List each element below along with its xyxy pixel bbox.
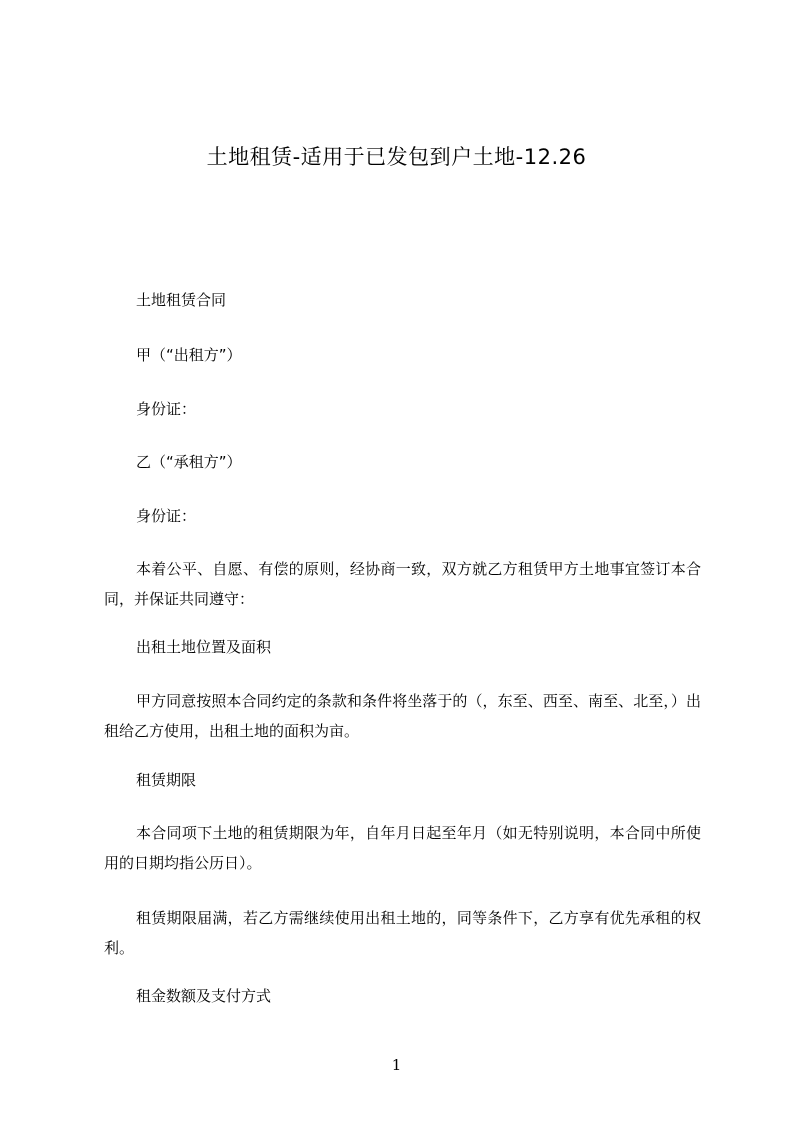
section-heading-rent-payment: 租金数额及支付方式 [136, 987, 272, 1005]
page-number: 1 [391, 1056, 402, 1074]
renewal-paragraph: 租赁期限届满，若乙方需继续使用出租土地的，同等条件下，乙方享有优先承租的权利。 [104, 909, 701, 957]
section-heading-location-area: 出租土地位置及面积 [136, 638, 272, 656]
party-a-line: 甲（“出租方”） [136, 346, 242, 364]
location-area-paragraph: 甲方同意按照本合同约定的条款和条件将坐落于的（，东至、西至、南至、北至，）出租给乙方使用，出租土地的面积为亩。 [104, 692, 701, 740]
lease-term-paragraph: 本合同项下土地的租赁期限为年，自年月日起至年月（如无特别说明，本合同中所使用的日期均指公历日）。 [104, 824, 701, 872]
document-title: 土地租赁-适用于已发包到户土地-12.26 [206, 145, 587, 169]
party-b-line: 乙（“承租方”） [136, 453, 242, 471]
preamble-paragraph: 本着公平、自愿、有偿的原则，经协商一致，双方就乙方租赁甲方土地事宜签订本合同，并保证共同遵守： [104, 560, 701, 608]
party-b-id-line: 身份证： [136, 507, 197, 525]
contract-heading: 土地租赁合同 [136, 291, 227, 309]
party-a-id-line: 身份证： [136, 400, 197, 418]
section-heading-lease-term: 租赁期限 [136, 771, 197, 789]
